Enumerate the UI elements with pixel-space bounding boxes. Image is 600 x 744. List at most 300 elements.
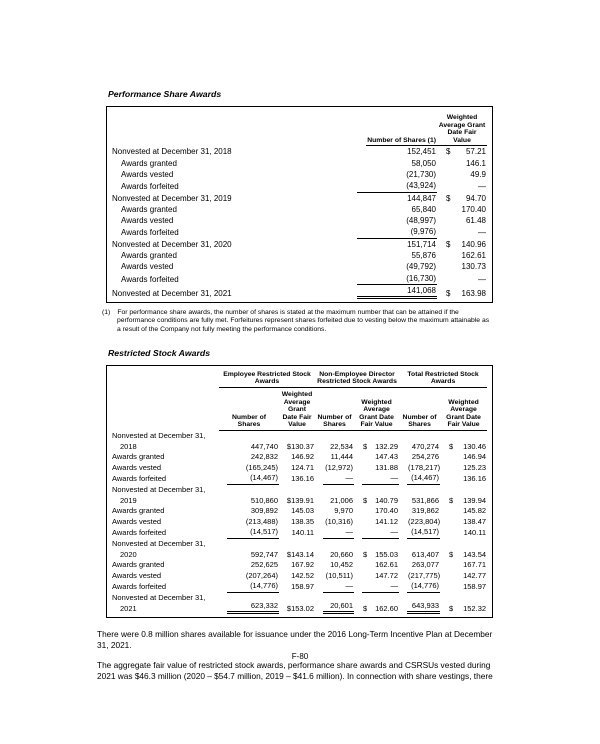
fair-value-number: 146.1 [465, 158, 486, 168]
row-label: Nonvested at December 31, 2021 [112, 592, 206, 613]
fair-value-cell [354, 517, 399, 528]
header-spacer [112, 107, 349, 146]
shares-cell [315, 452, 354, 463]
fair-value-number: 146.94 [463, 452, 487, 462]
shares-value: (217,775) [408, 570, 441, 580]
fair-value-cell [440, 593, 487, 614]
shares-cell [349, 158, 437, 169]
table-row [112, 273, 487, 285]
shares-cell [219, 571, 279, 582]
subheader-fair-value [279, 388, 315, 431]
fair-value [445, 146, 487, 157]
subheader-number-of-shares [399, 388, 440, 431]
fair-value [448, 474, 487, 485]
row-label: Awards vested [112, 462, 162, 472]
fair-value-cell [354, 473, 399, 485]
table-row [112, 285, 487, 299]
fair-value-cell [440, 506, 487, 517]
fair-value-cell [279, 560, 315, 571]
fair-value-cell [279, 473, 315, 485]
fair-value-number: 130.37 [291, 441, 315, 451]
table-row [112, 539, 487, 560]
table-row [112, 506, 487, 517]
fair-value-number: — [478, 182, 486, 192]
fair-value-number: 167.71 [463, 560, 487, 570]
shares-value: 9,970 [334, 506, 354, 516]
group-header-non-employee-director-label: Non-Employee Director Restricted Stock Awards [315, 371, 399, 388]
row-label: Awards forfeited [121, 182, 179, 192]
row-label: Awards forfeited [121, 274, 179, 284]
row-label: Awards vested [121, 169, 174, 179]
fair-value-cell [440, 473, 487, 485]
subheader-number-of-shares-label: Number of Shares [399, 414, 440, 431]
fair-value-number: 145.82 [463, 506, 487, 516]
shares-cell [399, 593, 440, 614]
table-row [112, 204, 487, 215]
shares-value: 141,068 [357, 285, 437, 299]
shares-value: (178,217) [408, 462, 441, 472]
shares-value: (165,245) [245, 462, 278, 472]
fair-value-cell [437, 146, 487, 157]
fair-value-cell [279, 571, 315, 582]
fair-value-number: 61.48 [465, 216, 486, 226]
fair-value-cell [279, 527, 315, 539]
shares-cell [349, 215, 437, 226]
fair-value-cell [437, 193, 487, 204]
group-header-employee-label: Employee Restricted Stock Awards [219, 371, 315, 388]
fair-value-number: 140.96 [461, 239, 486, 249]
shares-value: 319,862 [411, 506, 440, 516]
fair-value-cell [279, 506, 315, 517]
paragraph-aggregate-fair-value: The aggregate fair value of restricted stock awards, performance share awards and CSRSUs vested during 2021 was $46.3 million (2020 – $54.7 million, 2019 – $41.6 million). In connection with share vestings, there [97, 659, 493, 681]
shares-value: 58,050 [411, 158, 436, 168]
fair-value-number: 170.40 [375, 506, 399, 516]
row-label: Nonvested at December 31, 2019 [112, 193, 232, 203]
fair-value-number: 142.77 [463, 570, 487, 580]
fair-value-number: 49.9 [470, 169, 486, 179]
column-header-number-of-shares [349, 107, 437, 146]
shares-cell [219, 452, 279, 463]
shares-value: 55,876 [411, 251, 436, 261]
fair-value-number: 143.54 [463, 549, 487, 559]
shares-value: (21,730) [406, 169, 436, 179]
fair-value-number: 140.11 [291, 528, 315, 538]
table-row [112, 239, 487, 250]
fair-value-cell [279, 593, 315, 614]
fair-value [448, 517, 487, 528]
dollar-sign: $ [286, 495, 292, 505]
fair-value [362, 463, 399, 474]
row-label: Awards forfeited [112, 582, 167, 592]
fair-value [362, 473, 399, 485]
table-row [112, 560, 487, 571]
shares-value: 531,866 [411, 495, 440, 505]
shares-value: (43,924) [357, 180, 437, 192]
fair-value [287, 517, 315, 528]
fair-value [448, 550, 487, 561]
shares-cell [219, 506, 279, 517]
fair-value-cell [354, 527, 399, 539]
fair-value-cell [437, 226, 487, 238]
section-title-performance-share-awards: Performance Share Awards [108, 89, 222, 99]
fair-value [445, 274, 487, 285]
fair-value-number: 162.60 [375, 603, 399, 613]
fair-value [445, 181, 487, 192]
fair-value-number: 124.71 [291, 462, 315, 472]
fair-value-number: 146.92 [291, 452, 315, 462]
shares-value: 510,860 [250, 495, 278, 505]
fair-value-cell [437, 239, 487, 250]
shares-cell [399, 473, 440, 485]
table-row [112, 452, 487, 463]
row-label: Nonvested at December 31, 2018 [112, 147, 232, 157]
shares-cell [219, 463, 279, 474]
page-number: F-80 [291, 652, 309, 661]
fair-value [287, 528, 315, 539]
row-label: Awards granted [112, 452, 165, 462]
fair-value-cell [440, 560, 487, 571]
fair-value [362, 517, 399, 528]
table-row [112, 581, 487, 593]
fair-value-number: 131.88 [375, 462, 399, 472]
table-row [112, 485, 487, 506]
fair-value-cell [437, 285, 487, 299]
row-label: Nonvested at December 31, 2021 [112, 288, 232, 298]
fair-value [362, 527, 399, 539]
fair-value-number: 140.11 [463, 528, 487, 538]
fair-value-cell [354, 485, 399, 506]
fair-value-number: 140.79 [375, 495, 399, 505]
dollar-sign: $ [286, 549, 292, 559]
fair-value [448, 442, 487, 453]
subheader-fair-value-label: Weighted Average Grant Date Fair Value [279, 391, 315, 431]
dollar-sign: $ [286, 441, 292, 451]
table-row [112, 261, 487, 272]
table-row [112, 226, 487, 238]
fair-value [448, 582, 487, 593]
group-header-row [112, 366, 487, 388]
fair-value [362, 581, 399, 593]
fair-value-number: 158.97 [291, 582, 315, 592]
shares-cell [399, 463, 440, 474]
shares-value: (223,804) [408, 516, 441, 526]
table-row [112, 517, 487, 528]
fair-value-cell [437, 158, 487, 169]
shares-value: 21,006 [330, 495, 354, 505]
shares-cell [349, 204, 437, 215]
shares-cell [219, 473, 279, 485]
shares-cell [315, 473, 354, 485]
group-header-total [399, 366, 487, 388]
fair-value-number: 147.43 [375, 452, 399, 462]
subheader-number-of-shares [219, 388, 279, 431]
shares-cell [315, 527, 354, 539]
shares-cell [315, 571, 354, 582]
fair-value-cell [354, 571, 399, 582]
shares-value: 447,740 [250, 441, 278, 451]
table-row [112, 571, 487, 582]
fair-value [362, 560, 399, 571]
row-label: Awards granted [121, 158, 177, 168]
fair-value-number: 147.72 [375, 570, 399, 580]
fair-value [362, 442, 399, 453]
shares-cell [399, 452, 440, 463]
shares-value: (14,776) [227, 581, 279, 593]
fair-value-number: 94.70 [465, 193, 486, 203]
fair-value-number: — [478, 228, 486, 238]
subheader-number-of-shares [315, 388, 354, 431]
fair-value [445, 169, 487, 180]
shares-cell [315, 539, 354, 560]
shares-cell [399, 539, 440, 560]
subheader-fair-value-label: Weighted Average Grant Date Fair Value [440, 399, 487, 431]
fair-value-cell [440, 452, 487, 463]
table-row [112, 180, 487, 192]
fair-value-number: 141.12 [375, 516, 399, 526]
dollar-sign: $ [286, 603, 292, 613]
fair-value-cell [279, 463, 315, 474]
fair-value [448, 506, 487, 517]
fair-value-cell [354, 463, 399, 474]
dollar-sign: $ [363, 441, 368, 451]
shares-cell [349, 250, 437, 261]
row-label: Awards granted [121, 204, 177, 214]
fair-value-number: — [478, 274, 486, 284]
fair-value [445, 288, 487, 299]
shares-value: (10,511) [325, 570, 354, 580]
table-row [112, 215, 487, 226]
table-header-row [112, 107, 487, 146]
shares-cell [349, 169, 437, 180]
fair-value [448, 496, 487, 507]
shares-value: 20,601 [323, 601, 354, 615]
fair-value-number: — [390, 527, 399, 537]
fair-value-cell [440, 485, 487, 506]
shares-cell [399, 560, 440, 571]
row-label: Awards forfeited [112, 528, 167, 538]
shares-value: (207,264) [245, 570, 278, 580]
fair-value-cell [354, 560, 399, 571]
fair-value [287, 604, 315, 615]
document-page [97, 89, 501, 682]
table-row [112, 473, 487, 485]
shares-cell [399, 506, 440, 517]
table-row [112, 158, 487, 169]
fair-value-cell [440, 463, 487, 474]
fair-value [287, 463, 315, 474]
fair-value-cell [279, 581, 315, 593]
shares-cell [349, 146, 437, 157]
row-label: Nonvested at December 31, 2020 [112, 239, 232, 249]
shares-value: 592,747 [250, 549, 278, 559]
column-header-fair-value-label: Weighted Average Grant Date Fair Value [437, 114, 487, 146]
fair-value [445, 193, 487, 204]
shares-value: 144,847 [407, 193, 436, 203]
fair-value-cell [437, 215, 487, 226]
shares-cell [219, 593, 279, 614]
shares-cell [219, 527, 279, 539]
fair-value-cell [437, 180, 487, 192]
fair-value [287, 496, 315, 507]
shares-cell [349, 180, 437, 192]
subheader-number-of-shares-label: Number of Shares [219, 414, 279, 431]
shares-cell [399, 485, 440, 506]
table-row [112, 463, 487, 474]
fair-value-number: 138.47 [463, 516, 487, 526]
fair-value-cell [279, 431, 315, 452]
shares-value: 20,660 [330, 549, 354, 559]
shares-value: 613,407 [411, 549, 440, 559]
shares-cell [219, 581, 279, 593]
shares-cell [219, 560, 279, 571]
dollar-sign: $ [449, 441, 454, 451]
shares-value: — [323, 473, 354, 485]
subheader-fair-value [354, 388, 399, 431]
dollar-sign: $ [446, 147, 451, 157]
fair-value-cell [354, 593, 399, 614]
table-row [112, 193, 487, 204]
fair-value [362, 506, 399, 517]
fair-value-number: — [390, 581, 399, 591]
shares-value: 263,077 [411, 560, 440, 570]
fair-value-cell [437, 261, 487, 272]
shares-value: 10,452 [330, 560, 354, 570]
rsa-table-body [112, 431, 487, 614]
shares-cell [315, 517, 354, 528]
shares-value: (14,467) [407, 473, 440, 485]
fair-value-number: 57.21 [465, 147, 486, 157]
fair-value-number: 139.91 [291, 495, 315, 505]
shares-cell [219, 431, 279, 452]
shares-value: (49,792) [406, 262, 436, 272]
footnote-1 [102, 309, 490, 334]
row-label: Awards forfeited [121, 228, 179, 238]
restricted-stock-awards-table [106, 365, 493, 618]
column-header-fair-value [437, 107, 487, 146]
fair-value-cell [440, 431, 487, 452]
fair-value-cell [440, 539, 487, 560]
fair-value-cell [354, 581, 399, 593]
dollar-sign: $ [449, 603, 454, 613]
fair-value [287, 474, 315, 485]
shares-cell [349, 226, 437, 238]
table-row [112, 431, 487, 452]
shares-cell [315, 581, 354, 593]
shares-value: 242,832 [250, 452, 278, 462]
shares-cell [315, 593, 354, 614]
fair-value [287, 582, 315, 593]
fair-value-number: 162.61 [375, 560, 399, 570]
fair-value [287, 550, 315, 561]
fair-value [445, 239, 487, 250]
fair-value-cell [279, 517, 315, 528]
fair-value [287, 560, 315, 571]
shares-cell [349, 239, 437, 250]
paragraph-shares-available: There were 0.8 million shares available for issuance under the 2016 Long-Term Incentive Plan at December 31, 2021. [97, 629, 493, 651]
dollar-sign: $ [446, 193, 451, 203]
dollar-sign: $ [446, 288, 451, 298]
subheader-fair-value-label: Weighted Average Grant Date Fair Value [354, 399, 399, 431]
table-row [112, 169, 487, 180]
fair-value-cell [437, 273, 487, 285]
table-row [112, 527, 487, 539]
shares-value: (14,517) [227, 527, 279, 539]
footnote-text: For performance share awards, the number of shares is stated at the maximum number that can be attained if the performance conditions are fully met. Forfeitures represent shares forfeited due to vesting below the maximum attainable as a result of the Company not fully meeting the performance conditions. [117, 309, 490, 333]
fair-value-cell [354, 506, 399, 517]
fair-value-cell [354, 431, 399, 452]
fair-value-cell [437, 169, 487, 180]
dollar-sign: $ [363, 495, 368, 505]
shares-cell [349, 285, 437, 299]
fair-value [362, 604, 399, 615]
dollar-sign: $ [363, 603, 368, 613]
fair-value [445, 250, 487, 261]
fair-value-cell [354, 452, 399, 463]
shares-cell [219, 517, 279, 528]
fair-value [287, 452, 315, 463]
row-label: Awards granted [121, 251, 177, 261]
performance-share-awards-table [106, 106, 493, 303]
row-label: Nonvested at December 31, 2020 [112, 538, 206, 559]
group-header-non-employee-director [315, 366, 399, 388]
fair-value [445, 261, 487, 272]
subheader-row [112, 388, 487, 431]
table-row [112, 593, 487, 614]
shares-value: 643,933 [407, 601, 440, 615]
shares-cell [219, 485, 279, 506]
psa-table-body [112, 146, 487, 299]
fair-value [448, 463, 487, 474]
subheader-number-of-shares-label: Number of Shares [315, 414, 354, 431]
dollar-sign: $ [446, 239, 451, 249]
fair-value-number: 132.29 [375, 441, 399, 451]
shares-value: — [323, 581, 354, 593]
fair-value-number: 163.98 [461, 288, 486, 298]
shares-cell [315, 485, 354, 506]
fair-value-number: — [390, 473, 399, 483]
fair-value-cell [440, 571, 487, 582]
dollar-sign: $ [449, 549, 454, 559]
footnote-marker: (1) [102, 309, 111, 317]
table-row [112, 146, 487, 157]
section-title-restricted-stock-awards: Restricted Stock Awards [108, 347, 211, 358]
shares-cell [349, 273, 437, 285]
fair-value-number: 136.16 [291, 474, 315, 484]
fair-value-cell [279, 539, 315, 560]
shares-value: 252,625 [250, 560, 278, 570]
shares-value: 151,714 [407, 239, 436, 249]
fair-value-number: 158.97 [463, 582, 487, 592]
row-label: Nonvested at December 31, 2018 [112, 431, 206, 451]
fair-value [362, 550, 399, 561]
shares-cell [315, 463, 354, 474]
fair-value [445, 204, 487, 215]
shares-cell [315, 506, 354, 517]
shares-value: (9,976) [357, 226, 437, 238]
fair-value [445, 227, 487, 238]
fair-value-number: 125.23 [463, 462, 487, 472]
fair-value-number: 155.03 [375, 549, 399, 559]
group-header-total-label: Total Restricted Stock Awards [399, 371, 487, 388]
fair-value-cell [440, 581, 487, 593]
shares-value: 254,276 [411, 452, 440, 462]
shares-value: 22,534 [330, 441, 354, 451]
shares-value: (12,972) [325, 462, 354, 472]
fair-value-cell [440, 517, 487, 528]
fair-value-number: 143.14 [291, 549, 315, 559]
shares-cell [315, 560, 354, 571]
shares-cell [399, 527, 440, 539]
